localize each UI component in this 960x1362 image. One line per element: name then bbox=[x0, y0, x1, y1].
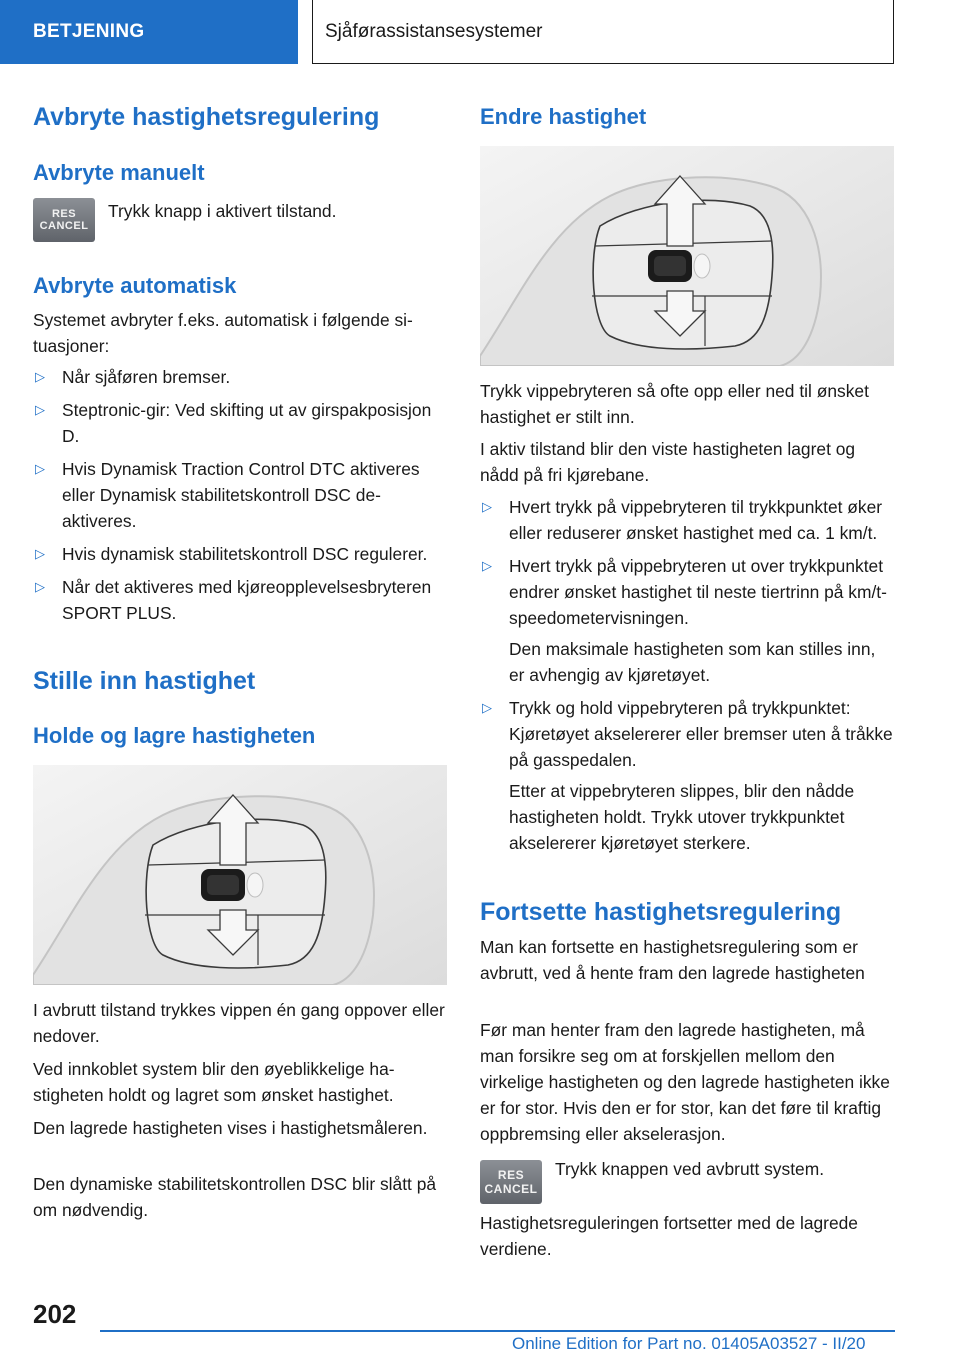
heading-resume: Fortsette hastighetsregulering bbox=[480, 898, 842, 926]
heading-cancel: Avbryte hastighetsregulering bbox=[33, 103, 380, 131]
list-item: ▷ Når det aktiveres med kjøreopplevelsesbryteren SPORT PLUS. bbox=[33, 574, 447, 626]
hold-paragraph-3: Den lagrede hastigheten vises i hastighetsmåleren. bbox=[33, 1118, 428, 1138]
manual-text: Trykk knapp i aktivert tilstand. bbox=[108, 201, 337, 221]
hold-paragraph-4: Den dynamiske stabilitetskontrollen DSC blir slått på om nødvendig. bbox=[33, 1174, 437, 1220]
steering-wheel-rocker-image-2 bbox=[480, 146, 894, 366]
chapter-tab[interactable] bbox=[0, 0, 298, 64]
auto-text: Systemet avbryter f.eks. automatisk i følgende situasjoner: bbox=[33, 310, 413, 356]
hold-paragraph-1: I avbrutt tilstand trykkes vippen én gang oppover eller nedover. bbox=[33, 1000, 445, 1046]
list-item: ▷ Trykk og hold vippebryteren på trykkpunktet: Kjøretøyet akselererer eller bremser uten å tråkke på gasspedalen. Etter at vippebryteren slippes, blir den nådde hastigheten holdt. Trykk utover trykkpunktet akselererer kjøretøyet sterkere. bbox=[480, 695, 894, 856]
triangle-bullet-icon: ▷ bbox=[35, 579, 45, 594]
change-paragraph-1: Trykk vippebryteren så ofte opp eller ned til ønsket hastighet er stilt inn. bbox=[480, 381, 869, 427]
triangle-bullet-icon: ▷ bbox=[35, 369, 45, 384]
change-bullet-list bbox=[480, 494, 894, 856]
heading-set-speed: Stille inn hastighet bbox=[33, 667, 256, 695]
steering-wheel-rocker-image bbox=[33, 765, 447, 985]
resume-button-text: Trykk knappen ved avbrutt system. bbox=[555, 1159, 825, 1179]
heading-cancel-manual: Avbryte manuelt bbox=[33, 160, 205, 185]
resume-paragraph-3: Hastighetsreguleringen fortsetter med de lagrede verdiene. bbox=[480, 1213, 858, 1259]
section-label: Sjåførassistansesystemer bbox=[325, 20, 543, 42]
triangle-bullet-icon: ▷ bbox=[35, 402, 45, 417]
hold-paragraph-2: Ved innkoblet system blir den øyeblikkelige hastigheten holdt og lagret som ønsket hastighet. bbox=[33, 1059, 395, 1105]
list-item: ▷ Hvert trykk på vippebryteren ut over trykkpunktet endrer ønsket hastighet til neste tiertrinn på km/t-speedometervisningen. Den maksimale hastigheten som kan stilles inn, er avhengig av kjøretøyet. bbox=[480, 553, 894, 688]
change-paragraph-2: I aktiv tilstand blir den viste hastigheten lagret og nådd på fri kjørebane. bbox=[480, 439, 856, 485]
auto-bullet-list bbox=[33, 364, 447, 626]
resume-paragraph-2: Før man henter fram den lagrede hastigheten, må man forsikre seg om at forskjellen mellom den virkelige hastigheten og den lagrede hastigheten ikke er for stor. Hvis den er for stor, kan det føre til kraftig oppbremsing eller akselerasjon. bbox=[480, 1020, 890, 1144]
triangle-bullet-icon: ▷ bbox=[482, 558, 492, 573]
steering-wheel-switch-illustration bbox=[480, 146, 894, 366]
chapter-label: BETJENING bbox=[33, 21, 145, 42]
list-item: ▷ Hvert trykk på vippebryteren til trykkpunktet øker eller reduserer ønsket hastighet med ca. 1 km/t. bbox=[480, 494, 894, 546]
list-item: ▷ Hvis dynamisk stabilitetskontroll DSC regulerer. bbox=[33, 541, 447, 567]
footer-divider bbox=[100, 1330, 895, 1332]
triangle-bullet-icon: ▷ bbox=[35, 546, 45, 561]
triangle-bullet-icon: ▷ bbox=[482, 700, 492, 715]
res-cancel-icon: RES CANCEL bbox=[33, 198, 95, 242]
section-header bbox=[312, 0, 894, 64]
heading-hold-speed: Holde og lagre hastigheten bbox=[33, 723, 316, 748]
list-item: ▷ Hvis Dynamisk Traction Control DTC aktiveres eller Dynamisk stabilitetskontroll DSC deaktiveres. bbox=[33, 456, 447, 534]
heading-change-speed: Endre hastighet bbox=[480, 104, 647, 129]
res-cancel-icon: RES CANCEL bbox=[480, 1160, 542, 1204]
triangle-bullet-icon: ▷ bbox=[35, 461, 45, 476]
heading-cancel-auto: Avbryte automatisk bbox=[33, 273, 237, 298]
list-item: ▷ Når sjåføren bremser. bbox=[33, 364, 447, 390]
resume-paragraph-1: Man kan fortsette en hastighetsregulering som er avbrutt, ved å hente fram den lagrede hastigheten bbox=[480, 937, 865, 983]
edition-text: Online Edition for Part no. 01405A03527 - II/20 bbox=[512, 1334, 866, 1353]
page-number: 202 bbox=[33, 1299, 77, 1329]
triangle-bullet-icon: ▷ bbox=[482, 499, 492, 514]
list-item: ▷ Steptronic-gir: Ved skifting ut av girspakposisjon D. bbox=[33, 397, 447, 449]
steering-wheel-switch-illustration bbox=[33, 765, 447, 985]
